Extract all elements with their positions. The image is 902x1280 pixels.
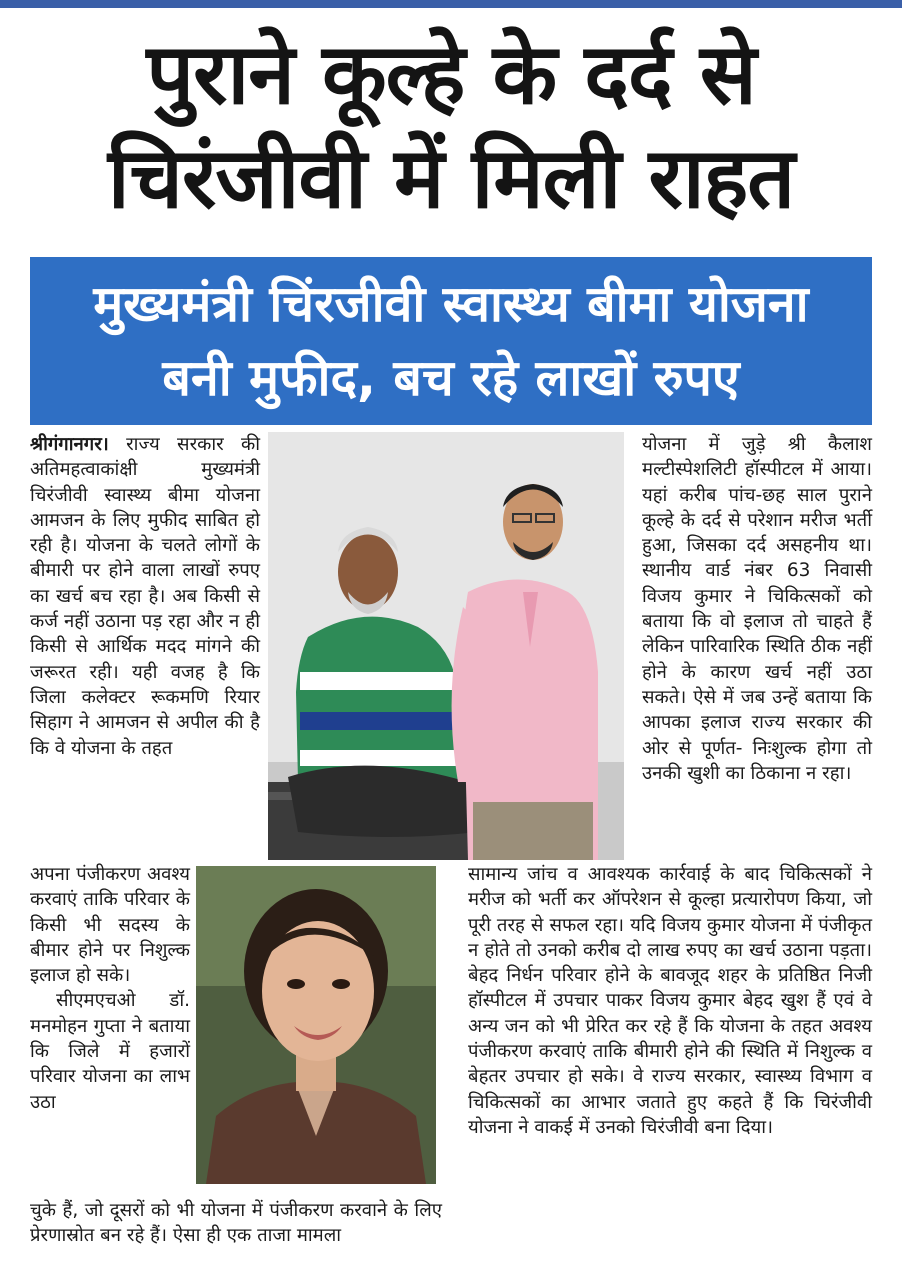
article-paragraph-4: चुके हैं, जो दूसरों को भी योजना में पंजीकरण करवाने के लिए प्रेरणास्रोत बन रहे हैं। ऐसा ही एक ताजा मामला <box>30 1200 442 1247</box>
article-column-1-bottom <box>30 1198 442 1249</box>
article-column-1-narrow <box>30 862 190 1115</box>
article-paragraph-5: योजना में जुड़े श्री कैलाश मल्टीस्पेशलिटी हॉस्पीटल में आया। यहां करीब पांच-छह साल पुराने कूल्हे के दर्द से परेशान मरीज भर्ती हुआ, जिसका दर्द असहनीय था। स्थानीय वार्ड नंबर 63 निवासी विजय कुमार ने चिकित्सकों को बताया कि वो इलाज तो चाहते हैं लेकिन पारिवारिक स्थिति ठीक नहीं होने के कारण खर्च नहीं उठा सकते। ऐसे में जब उन्हें बताया कि आपका इलाज राज्य सरकार की ओर से पूर्णत- निःशुल्क होगा तो उनकी खुशी का ठिकाना न रहा। <box>642 434 872 784</box>
article-column-3 <box>642 432 872 786</box>
top-rule <box>0 0 902 8</box>
subheadline-line-1: मुख्यमंत्री चिंरजीवी स्वास्थ्य बीमा योजना <box>93 275 809 333</box>
subheadline-banner <box>30 257 872 425</box>
headline-line-1: पुराने कूल्हे के दर्द से <box>146 25 756 123</box>
dateline: श्रीगंगानगर। <box>30 434 109 455</box>
article-column-bottom-right <box>468 862 872 1140</box>
article-paragraph-2: अपना पंजीकरण अवश्य करवाएं ताकि परिवार के किसी भी सदस्य के बीमार होने पर निशुल्क इलाज हो सके। <box>30 864 190 987</box>
article-paragraph-3: सीएमएचओ डॉ. मनमोहन गुप्ता ने बताया कि जिले में हजारों परिवार योजना का लाभ उठा <box>30 990 190 1113</box>
article-paragraph-1 <box>30 432 260 761</box>
official-portrait-photo <box>196 866 436 1184</box>
article-column-1 <box>30 432 260 761</box>
patient-doctor-photo <box>268 432 624 860</box>
article-paragraph-6: सामान्य जांच व आवश्यक कार्रवाई के बाद चिकित्सकों ने मरीज को भर्ती कर ऑपरेशन से कूल्हा प्रत्यारोपण किया, जो पूरी तरह से सफल रहा। यदि विजय कुमार योजना में पंजीकृत न होते तो उनको करीब दो लाख रुपए का खर्च उठाना पड़ता। बेहद निर्धन परिवार होने के बावजूद शहर के प्रतिष्ठित निजी हॉस्पीटल में उपचार पाकर विजय कुमार बेहद खुश हैं एवं वे अन्य जन को भी प्रेरित कर रहे हैं कि योजना के तहत अवश्य पंजीकरण करवाएं ताकि बीमारी होने की स्थिति में निशुल्क व बेहतर उपचार हो सके। वे राज्य सरकार, स्वास्थ्य विभाग व चिकित्सकों का आभार जताते हुए कहते हैं कि चिरंजीवी योजना ने वाकई में उनको चिरंजीवी बना दिया। <box>468 864 872 1138</box>
headline <box>0 22 902 230</box>
subheadline-line-2: बनी मुफीद, बच रहे लाखों रुपए <box>162 349 740 407</box>
headline-line-2: चिरंजीवी में मिली राहत <box>107 129 795 227</box>
article-text-col1-top: राज्य सरकार की अतिमहत्वाकांक्षी मुख्यमंत्री चिरंजीवी स्वास्थ्य बीमा योजना आमजन के लिए मुफीद साबित हो रही है। योजना के चलते लोगों के बीमारी पर होने वाला लाखों रुपए का खर्च बच रहा है। अब किसी से कर्ज नहीं उठाना पड़ रहा और न ही किसी से आर्थिक मदद मांगने की जरूरत रही। यही वजह है कि जिला कलेक्टर रूकमणि रियार सिहाग ने आमजन से अपील की है कि वे योजना के तहत <box>30 434 260 759</box>
